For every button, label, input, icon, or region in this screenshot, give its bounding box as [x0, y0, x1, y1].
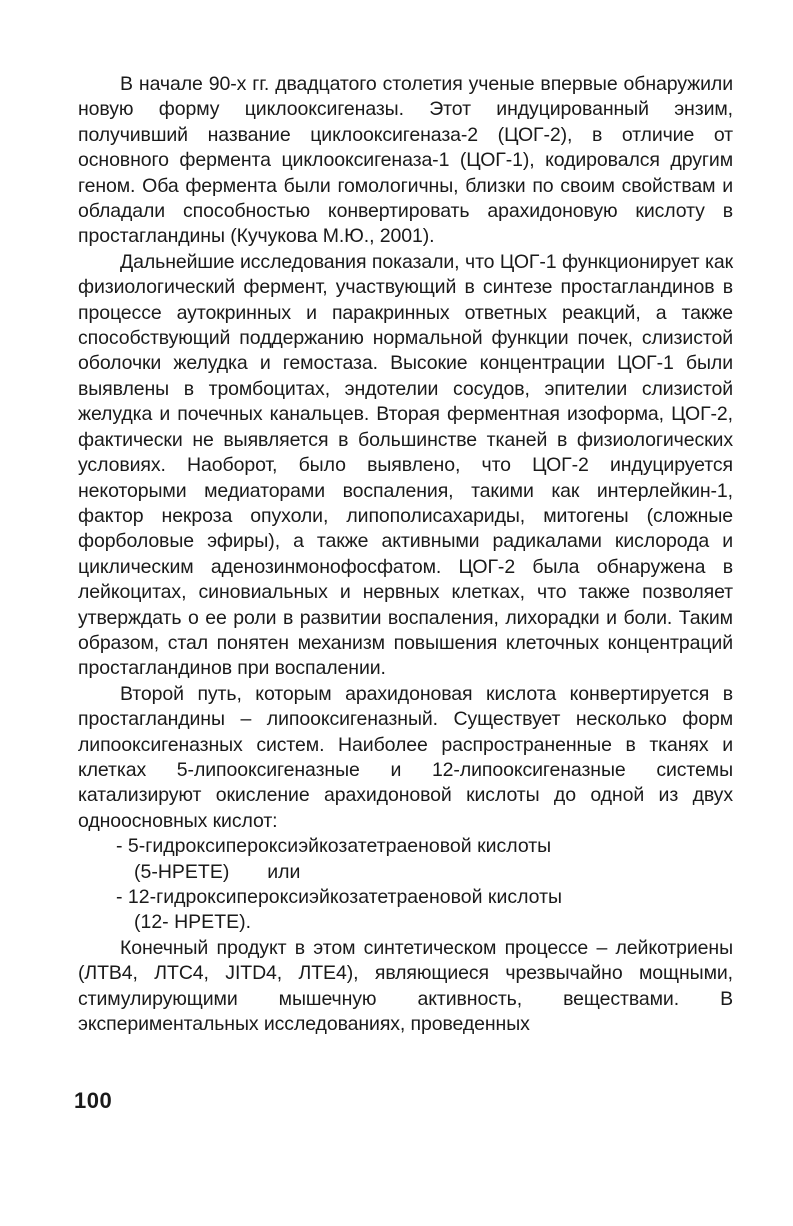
list-item-continuation: (12- HPETE).: [134, 911, 252, 934]
paragraph-3: Второй путь, которым арахидоновая кислота конвертируется в простагландины – липооксигеназный. Существует несколько форм липооксигеназных систем. Наиболее распространенные в тканях и клетках 5-липооксигеназные и 12-липооксигеназные системы катализируют окисление арахидоновой кислоты до одной из двух одноосновных кислот:: [78, 682, 733, 832]
acid-list: [78, 834, 733, 936]
paragraph-2: Дальнейшие исследования показали, что ЦОГ-1 функционирует как физиологический фермент, участвующий в синтезе простагландинов в процессе аутокринных и паракринных ответных реакций, а также способствующий поддержанию нормальной функции почек, слизистой оболочки желудка и гемостаза. Высокие концентрации ЦОГ-1 были выявлены в тромбоцитах, эндотелии сосудов, эпителии слизистой желудка и почечных канальцев. Вторая ферментная изоформа, ЦОГ-2, фактически не выявляется в большинстве тканей в физиологических условиях. Наоборот, было выявлено, что ЦОГ-2 индуцируется некоторыми медиаторами воспаления, такими как интерлейкин-1, фактор некроза опухоли, липополисахариды, митогены (сложные форболовые эфиры), а также активными радикалами кислорода и циклическим аденозинмонофосфатом. ЦОГ-2 была обнаружена в лейкоцитах, синовиальных и нервных клетках, что также позволяет утверждать о ее роли в развитии воспаления, лихорадки и боли. Таким образом, стал понятен механизм повышения клеточных концентраций простагландинов при воспалении.: [78, 250, 733, 680]
paragraph-1: В начале 90-х гг. двадцатого столетия ученые впервые обнаружили новую форму циклооксигеназы. Этот индуцированный энзим, получивший название циклооксигеназа-2 (ЦОГ-2), в отличие от основного фермента циклооксигеназа-1 (ЦОГ-1), кодировался другим геном. Оба фермента были гомологичны, близки по своим свойствам и обладали способностью конвертировать арахидоновую кислоту в простагландины (Кучукова М.Ю., 2001).: [78, 73, 733, 248]
list-item-continuation: (5-HPETE) или: [134, 860, 301, 883]
list-item: - 5-гидроксипероксиэйкозатетраеновой кислоты: [116, 835, 552, 858]
list-item: - 12-гидроксипероксиэйкозатетраеновой кислоты: [116, 886, 563, 908]
paragraph-4: Конечный продукт в этом синтетическом процессе – лейкотриены (ЛТВ4, ЛТС4, JITD4, ЛТЕ4), являющиеся чрезвычайно мощными, стимулирующими мышечную активность, веществами. В экспериментальных исследованиях, проведенных: [78, 936, 733, 1036]
page-number: 100: [74, 1088, 113, 1113]
